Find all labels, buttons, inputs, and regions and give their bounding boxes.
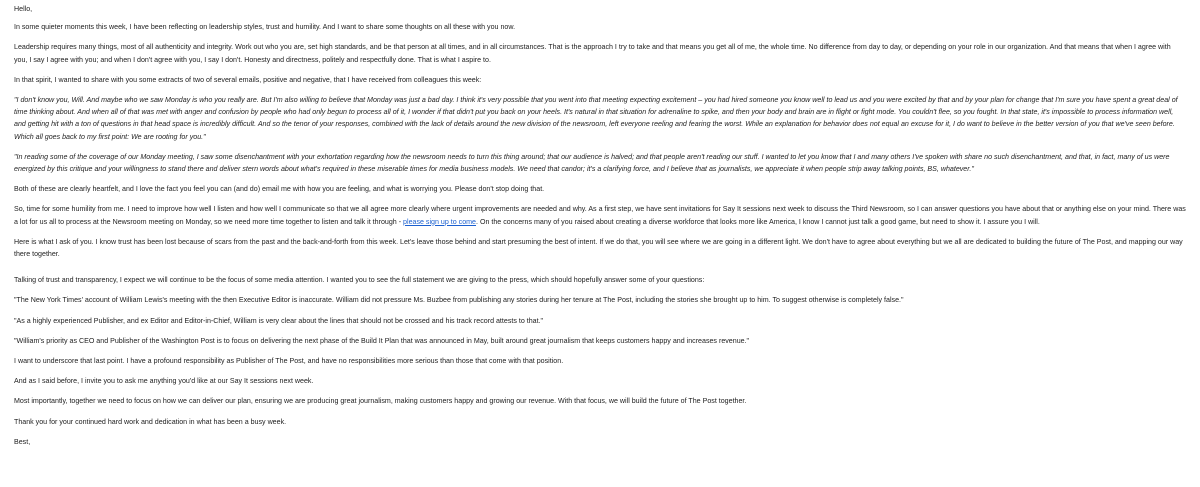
statement-2: "As a highly experienced Publisher, and ex Editor and Editor-in-Chief, William is very clear about the lines that should not be crossed and his track record attests to that." [14,316,544,325]
paragraph-underscore: I want to underscore that last point. I have a profound responsibility as Publisher of The Post, and have no responsibilities more serious than those that come with that position. [14,357,564,366]
greeting: Hello, [14,5,33,13]
paragraph-humility [14,203,1186,227]
quote-email-2: "In reading some of the coverage of our Monday meeting, I saw some disenchantment with your exhortation regarding how the newsroom needs to turn this thing around; that our audience is halved; and that people aren't reading our stuff. I wanted to let you know that I and many others I've spoken with share no such disenchantment, and that, in fact, many of us were energized by this critique and your willingness to stand there and deliver stern words about what's required in these miserable times for media business models. We need that candor; it's a clarifying force, and I believe that as journalists, we appreciate it when people strip away talking points, BS, whatever." [14,152,1170,174]
paragraph-say-it: And as I said before, I invite you to ask me anything you'd like at our Say It sessions next week. [14,377,314,386]
humility-text-after: . On the concerns many of you raised about creating a diverse workforce that looks more like America, I know I cannot just talk a good game, but need to show it. I assure you I will. [476,217,1040,226]
paragraph-ask: Here is what I ask of you. I know trust has been lost because of scars from the past and the back-and-forth from this week. Let's leave those behind and start presuming the best of intent. If we do that, you will see where we are going in a different light. We don't have to agree about everything but we all are dedicated to building the future of The Post, and mapping our way there together. [14,237,1183,259]
quote-email-1: "I don't know you, Will. And maybe who we saw Monday is who you really are. But I'm also willing to believe that Monday was just a bad day. I think it's very possible that you went into that meeting expecting excitement – you had hired someone you know well to lead us and you were excited by that and by your plan for change that I'm sure you have spent a great deal of time thinking about. And when all of that was met with anger and confusion by people who had only begun to process all of it, I wonder if that didn't put you back on your heels. It's natural in that situation for adrenaline to spike, and then your body and brain are in flight or fight mode. You couldn't flee, so you fought. In that state, it's impossible to process information well, and getting hit with a ton of questions in that head space is incredibly difficult. And so the tenor of your responses, combined with the lack of details around the new division of the newsroom, left everyone reeling and fearing the worst. While an explanation for behavior does not equal an excuse for it, I do want to believe in the better version of you that we've seen before. Which all goes back to my first point: We are rooting for you." [14,96,1178,141]
statement-1: "The New York Times' account of William Lewis's meeting with the then Executive Editor is inaccurate. William did not pressure Ms. Buzbee from publishing any stories during her tenure at The Post, including the stories she brought up to him. To suggest otherwise is completely false." [14,296,904,305]
statement-3: "William's priority as CEO and Publisher of the Washington Post is to focus on delivering the next phase of the Build It Plan that was announced in May, built around great journalism that keeps customers happy and increases revenue." [14,336,750,345]
paragraph-transparency: Talking of trust and transparency, I expect we will continue to be the focus of some media attention. I wanted you to see the full statement we are giving to the press, which should hopefully answer some of your questions: [14,276,705,285]
signoff: Best, [14,437,31,446]
sign-up-link[interactable]: please sign up to come [403,217,477,226]
paragraph-thanks: Thank you for your continued hard work and dedication in what has been a busy week. [14,417,287,426]
paragraph-intro: In some quieter moments this week, I have been reflecting on leadership styles, trust and humility. And I want to share some thoughts on all these with you now. [14,23,516,32]
paragraph-extracts-intro: In that spirit, I wanted to share with you some extracts of two of several emails, positive and negative, that I have received from colleagues this week: [14,75,482,84]
paragraph-focus: Most importantly, together we need to focus on how we can deliver our plan, ensuring we are producing great journalism, making customers happy and growing our revenue. With that focus, we will build the future of The Post together. [14,397,747,406]
humility-text-before: So, time for some humility from me. I need to improve how well I listen and how well I communicate so that we all agree more clearly where urgent improvements are needed and why. As a first step, we have sent invitations for Say It sessions next week to discuss the Third Newsroom, so I can answer questions you have about that or anything else on your mind. There was a lot for us all to process at the Newsroom meeting on Monday, so we need more time together to listen and talk it through - [14,205,1186,226]
paragraph-leadership: Leadership requires many things, most of all authenticity and integrity. Work out who you are, set high standards, and be that person at all times, and in all circumstances. That is the approach I try to take and that means you get all of me, the whole time. No difference from day to day, or depending on your role in our organization. And that means that when I agree with you, I say I agree with you; and when I don't agree with you, I say I don't. Honesty and directness, politely and respectfully done. That is what I aspire to. [14,43,1171,64]
paragraph-heartfelt: Both of these are clearly heartfelt, and I love the fact you feel you can (and do) email me with how you are feeling, and what is worrying you. Please don't stop doing that. [14,185,545,194]
